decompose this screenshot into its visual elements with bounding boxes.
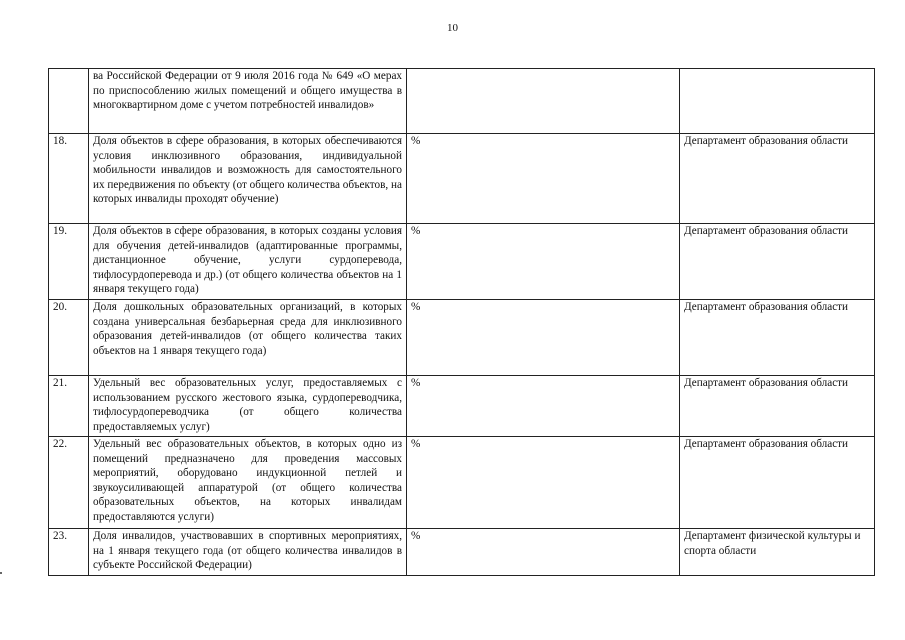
responsible-department (680, 69, 875, 134)
responsible-department: Департамент образования области (680, 224, 875, 300)
table-row (49, 376, 875, 437)
responsible-department: Департамент образования области (680, 437, 875, 529)
row-number: 20. (49, 300, 89, 376)
unit-of-measure: % (407, 376, 680, 437)
unit-of-measure: % (407, 300, 680, 376)
row-number: 21. (49, 376, 89, 437)
row-number: 22. (49, 437, 89, 529)
indicator-name: Доля дошкольных образовательных организаций, в которых создана универсальная безбарьерная среда для инклюзивного образования детей-инвалидов (от общего количества таких объектов на 1 января текущего года) (89, 300, 407, 376)
table-row (49, 224, 875, 300)
responsible-department: Департамент образования области (680, 134, 875, 224)
responsible-department: Департамент физической культуры и спорта области (680, 529, 875, 576)
indicator-name: Доля объектов в сфере образования, в которых обеспечиваются условия инклюзивного образования, индивидуальной мобильности инвалидов и возможность для самостоятельного их передвижения по объекту (от общего количества объектов, на которых инвалиды проходят обучение) (89, 134, 407, 224)
indicator-name: Доля объектов в сфере образования, в которых созданы условия для обучения детей-инвалидов (адаптированные программы, дистанционное обучение, услуги сурдоперевода, тифлосурдоперевода и др.) (от общего количества объектов на 1 января текущего года) (89, 224, 407, 300)
responsible-department: Департамент образования области (680, 300, 875, 376)
indicator-name: ва Российской Федерации от 9 июля 2016 года № 649 «О мерах по приспособлению жилых помещений и общего имущества в многоквартирном доме с учетом потребностей инвалидов» (89, 69, 407, 134)
unit-of-measure: % (407, 224, 680, 300)
indicator-name: Удельный вес образовательных объектов, в которых одно из помещений предназначено для проведения массовых мероприятий, оборудовано индукционной петлей и звукоусиливающей аппаратурой (от общего количества образовательных объектов, на которых инвалидам предоставляются услуги) (89, 437, 407, 529)
page-number: 10 (447, 22, 458, 34)
scan-edge-mark (0, 572, 2, 574)
table-row (49, 529, 875, 576)
table-row (49, 300, 875, 376)
unit-of-measure (407, 69, 680, 134)
responsible-department: Департамент образования области (680, 376, 875, 437)
table-row (49, 134, 875, 224)
unit-of-measure: % (407, 134, 680, 224)
table-row (49, 437, 875, 529)
row-number: 23. (49, 529, 89, 576)
indicator-name: Доля инвалидов, участвовавших в спортивных мероприятиях, на 1 января текущего года (от общего количества инвалидов в субъекте Российской Федерации) (89, 529, 407, 576)
unit-of-measure: % (407, 529, 680, 576)
row-number: 19. (49, 224, 89, 300)
table-row (49, 69, 875, 134)
indicators-table (48, 68, 875, 576)
indicator-name: Удельный вес образовательных услуг, предоставляемых с использованием русского жестового языка, сурдопереводчика, тифлосурдопереводчика (от общего количества предоставляемых услуг) (89, 376, 407, 437)
row-number: 18. (49, 134, 89, 224)
row-number (49, 69, 89, 134)
unit-of-measure: % (407, 437, 680, 529)
